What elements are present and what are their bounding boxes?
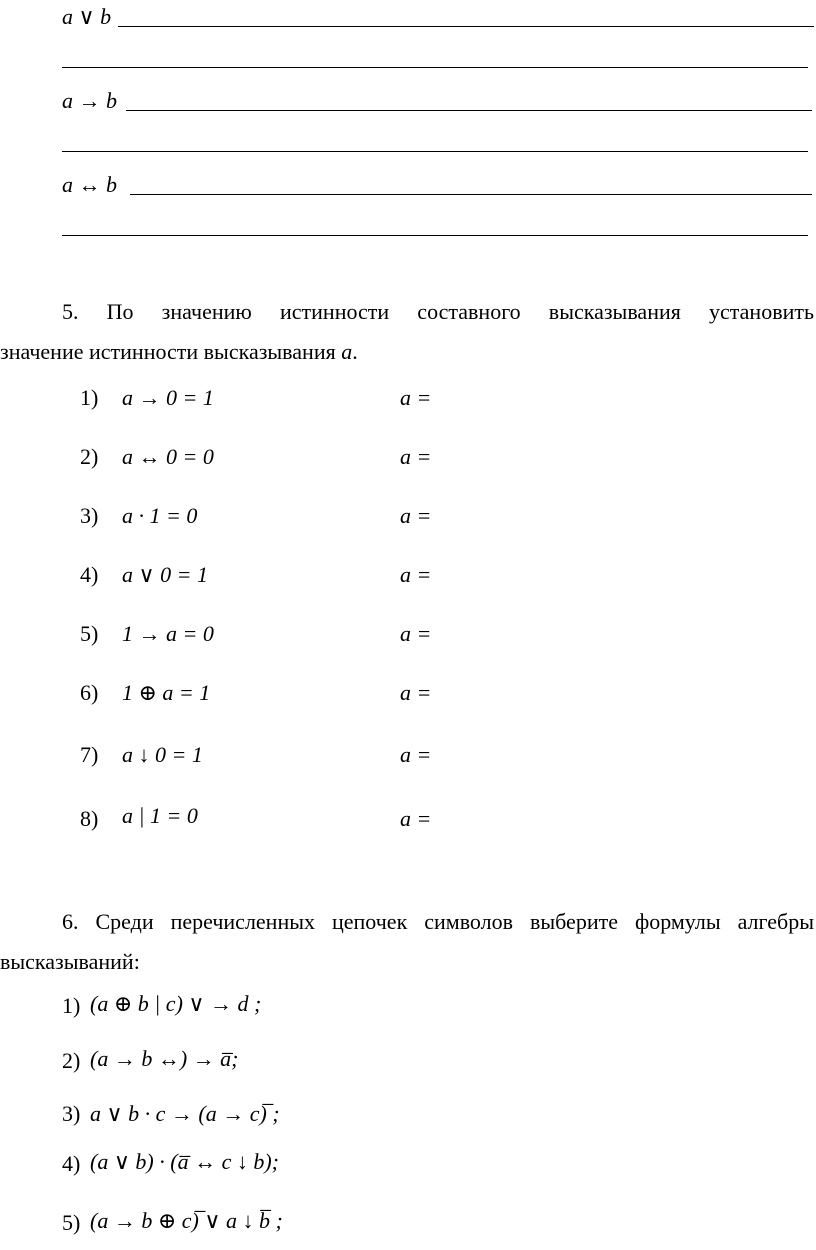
- task5-item-answer: a =: [400, 680, 432, 705]
- task6-item-formula: (a → b ↔) → a̅;: [90, 1046, 239, 1071]
- task6-item-num: 2): [62, 1048, 81, 1073]
- task5-item-formula: a ↔ 0 = 0: [122, 444, 214, 469]
- task6-number: 6.: [62, 909, 79, 934]
- task5-item-answer: a =: [400, 503, 432, 528]
- task6-item-num: 3): [62, 1101, 81, 1126]
- task5-item-num: 6): [80, 680, 99, 705]
- task5-number: 5.: [62, 299, 79, 324]
- task6-text-line2: [0, 942, 814, 982]
- task5-item-num: 5): [80, 621, 99, 646]
- task6-item-num: 4): [62, 1151, 81, 1176]
- formula-equivalence: a ↔ b: [62, 172, 117, 197]
- task6-text-cont: высказываний:: [0, 949, 140, 974]
- task5-item-formula: 1 → a = 0: [122, 621, 214, 646]
- task5-text-line1: [0, 292, 814, 332]
- task5-variable: a: [341, 339, 353, 364]
- task5-period: .: [352, 339, 358, 364]
- task5-item-num: 4): [80, 562, 99, 587]
- task6-item-formula: (a ∨ b) · (a̅ ↔ c ↓ b);: [90, 1149, 279, 1174]
- formula-or: a ∨ b: [62, 4, 112, 29]
- task5-item-formula: a · 1 = 0: [122, 503, 198, 528]
- task5-item-formula: a ∨ 0 = 1: [122, 562, 208, 587]
- answer-line: [62, 67, 808, 68]
- task5-item-num: 2): [80, 444, 99, 469]
- task5-item-formula: a | 1 = 0: [122, 803, 198, 828]
- task5-item-answer: a =: [400, 562, 432, 587]
- answer-line: [126, 110, 812, 111]
- answer-line: [118, 26, 814, 27]
- formula-implication: a → b: [62, 88, 117, 113]
- task6-item-num: 5): [62, 1210, 81, 1235]
- task6-text: Среди перечисленных цепочек символов выберите формулы алгебры: [95, 909, 814, 934]
- task6-item-formula: a ∨ b · c → (a → c)̅ ;: [90, 1101, 280, 1126]
- task5-item-answer: a =: [400, 621, 432, 646]
- task5-item-num: 1): [80, 385, 99, 410]
- answer-line: [62, 151, 808, 152]
- task5-text-line2: [0, 332, 814, 372]
- task5-item-answer: a =: [400, 742, 432, 767]
- task5-item-formula: a ↓ 0 = 1: [122, 742, 203, 767]
- task5-item-answer: a =: [400, 806, 432, 831]
- task5-item-answer: a =: [400, 444, 432, 469]
- task5-item-answer: a =: [400, 385, 432, 410]
- task6-text-line1: [0, 902, 814, 942]
- task5-item-num: 3): [80, 503, 99, 528]
- task6-item-formula: (a ⊕ b | c) ∨ → d ;: [90, 991, 262, 1016]
- task5-item-num: 7): [80, 742, 99, 767]
- answer-line: [62, 235, 808, 236]
- task5-item-formula: 1 ⊕ a = 1: [122, 680, 211, 705]
- task6-item-formula: (a → b ⊕ c)̅ ∨ a ↓ b̅ ;: [90, 1208, 283, 1233]
- task5-item-formula: a → 0 = 1: [122, 385, 214, 410]
- task5-text-cont: значение истинности высказывания: [0, 339, 336, 364]
- task5-item-num: 8): [80, 806, 99, 831]
- answer-line: [130, 194, 812, 195]
- task5-text: По значению истинности составного высказывания установить: [106, 299, 815, 324]
- task6-item-num: 1): [62, 993, 81, 1018]
